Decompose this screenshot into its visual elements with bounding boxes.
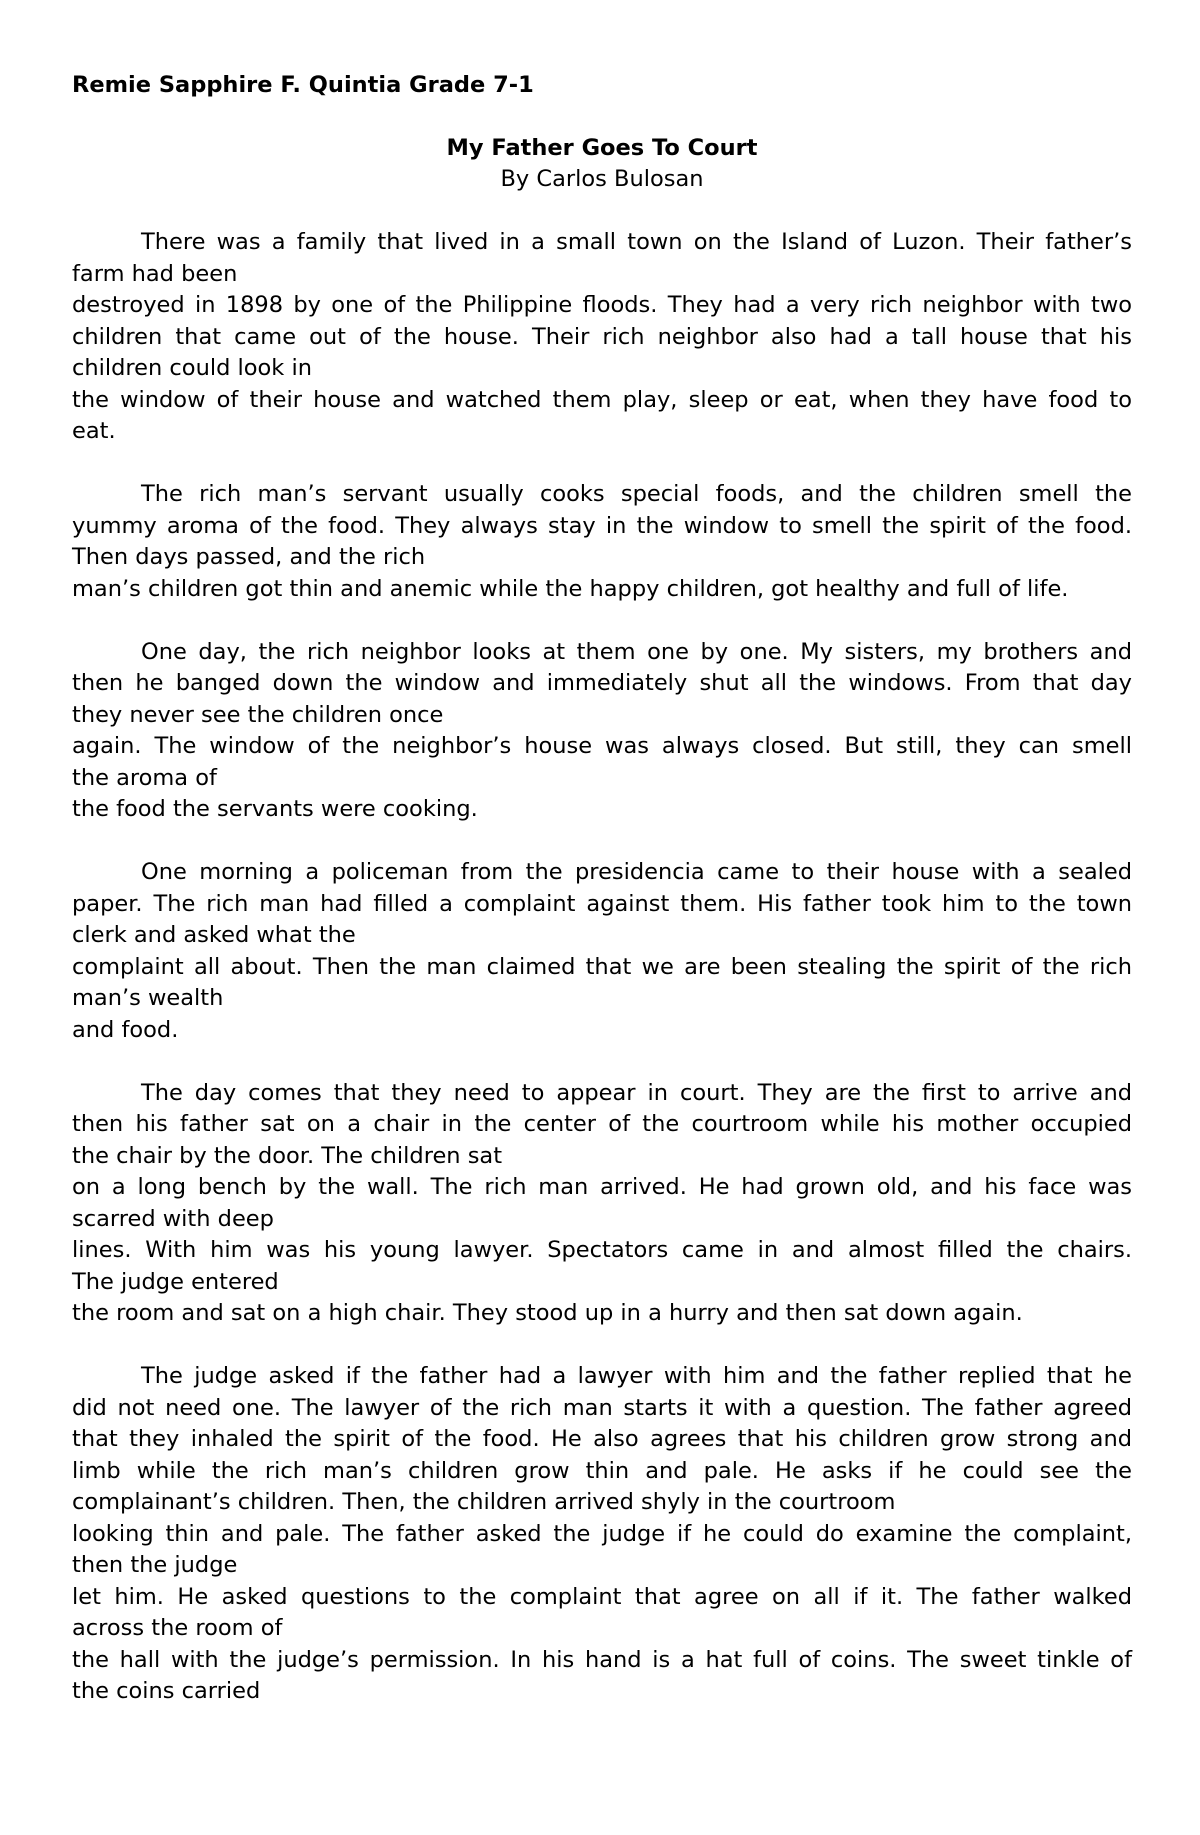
- paragraph-line: again. The window of the neighbor’s house was always closed. But still, they can smell: [72, 733, 1132, 759]
- paragraph: [72, 479, 1132, 605]
- document-page: [72, 70, 1132, 1708]
- paragraph-line: children could look in: [72, 355, 312, 381]
- paragraph: [72, 227, 1132, 448]
- paragraph-line: One day, the rich neighbor looks at them one by one. My sisters, my brothers and: [141, 638, 1132, 665]
- paragraph-line: then his father sat on a chair in the center of the courtroom while his mother occupied: [72, 1111, 1132, 1137]
- paragraph-line: the hall with the judge’s permission. In his hand is a hat full of coins. The sweet tinkle of: [72, 1646, 1132, 1673]
- story-author: By Carlos Bulosan: [500, 166, 704, 192]
- paragraph: [72, 857, 1132, 1046]
- paragraph-line: complainant’s children. Then, the children arrived shyly in the courtroom: [72, 1489, 896, 1515]
- story-title: My Father Goes To Court: [446, 134, 758, 161]
- paragraph-line: paper. The rich man had filled a complaint against them. His father took him to the town: [72, 890, 1132, 917]
- paragraph-line: the coins carried: [72, 1678, 261, 1704]
- paragraph-line: the aroma of: [72, 764, 217, 791]
- paragraph-line: the chair by the door. The children sat: [72, 1142, 503, 1169]
- paragraph-line: Then days passed, and the rich: [72, 544, 426, 570]
- paragraph-line: then the judge: [72, 1552, 238, 1578]
- paragraph-line: The judge entered: [72, 1268, 279, 1295]
- paragraph-line: destroyed in 1898 by one of the Philippine floods. They had a very rich neighbor with two: [72, 292, 1132, 318]
- paragraph-line: across the room of: [72, 1615, 283, 1641]
- paragraph: [72, 1078, 1132, 1330]
- paragraph-line: looking thin and pale. The father asked the judge if he could do examine the complaint,: [72, 1520, 1132, 1547]
- story-body: [72, 227, 1132, 1708]
- paragraph-line: they never see the children once: [72, 701, 444, 728]
- paragraph-line: the room and sat on a high chair. They stood up in a hurry and then sat down again.: [72, 1300, 1023, 1326]
- paragraph-line: The rich man’s servant usually cooks special foods, and the children smell the: [141, 481, 1132, 507]
- paragraph-line: children that came out of the house. Their rich neighbor also had a tall house that his: [72, 323, 1132, 350]
- paragraph: [72, 1361, 1132, 1708]
- paragraph-line: The day comes that they need to appear in court. They are the first to arrive and: [141, 1079, 1132, 1106]
- paragraph-line: complaint all about. Then the man claimed that we are been stealing the spirit of the rich: [72, 953, 1132, 980]
- paragraph-line: on a long bench by the wall. The rich man arrived. He had grown old, and his face was: [72, 1174, 1132, 1200]
- paragraph-line: limb while the rich man’s children grow thin and pale. He asks if he could see the: [72, 1457, 1132, 1484]
- paragraph-line: scarred with deep: [72, 1205, 274, 1232]
- paragraph-line: man’s wealth: [72, 985, 224, 1011]
- paragraph-line: that they inhaled the spirit of the food. He also agrees that his children grow strong and: [72, 1426, 1132, 1452]
- paragraph-line: lines. With him was his young lawyer. Spectators came in and almost filled the chairs.: [72, 1237, 1132, 1263]
- paragraph-line: One morning a policeman from the presidencia came to their house with a sealed: [141, 859, 1132, 885]
- paragraph-line: The judge asked if the father had a lawyer with him and the father replied that he: [141, 1363, 1132, 1389]
- paragraph-line: and food.: [72, 1016, 179, 1043]
- paragraph-line: eat.: [72, 418, 116, 444]
- paragraph-line: then he banged down the window and immediately shut all the windows. From that day: [72, 670, 1132, 696]
- paragraph-line: There was a family that lived in a small town on the Island of Luzon. Their father’s: [141, 229, 1132, 255]
- paragraph-line: yummy aroma of the food. They always stay in the window to smell the spirit of the food.: [72, 512, 1132, 539]
- paragraph-line: the window of their house and watched them play, sleep or eat, when they have food to: [72, 386, 1132, 413]
- paragraph: [72, 637, 1132, 826]
- paragraph-line: did not need one. The lawyer of the rich man starts it with a question. The father agreed: [72, 1394, 1132, 1421]
- paragraph-line: clerk and asked what the: [72, 922, 356, 948]
- student-name-grade: Remie Sapphire F. Quintia Grade 7-1: [72, 72, 534, 98]
- paragraph-line: man’s children got thin and anemic while the happy children, got healthy and full of life.: [72, 575, 1069, 602]
- paragraph-line: farm had been: [72, 260, 238, 287]
- paragraph-line: the food the servants were cooking.: [72, 796, 478, 822]
- paragraph-line: let him. He asked questions to the complaint that agree on all if it. The father walked: [72, 1583, 1132, 1610]
